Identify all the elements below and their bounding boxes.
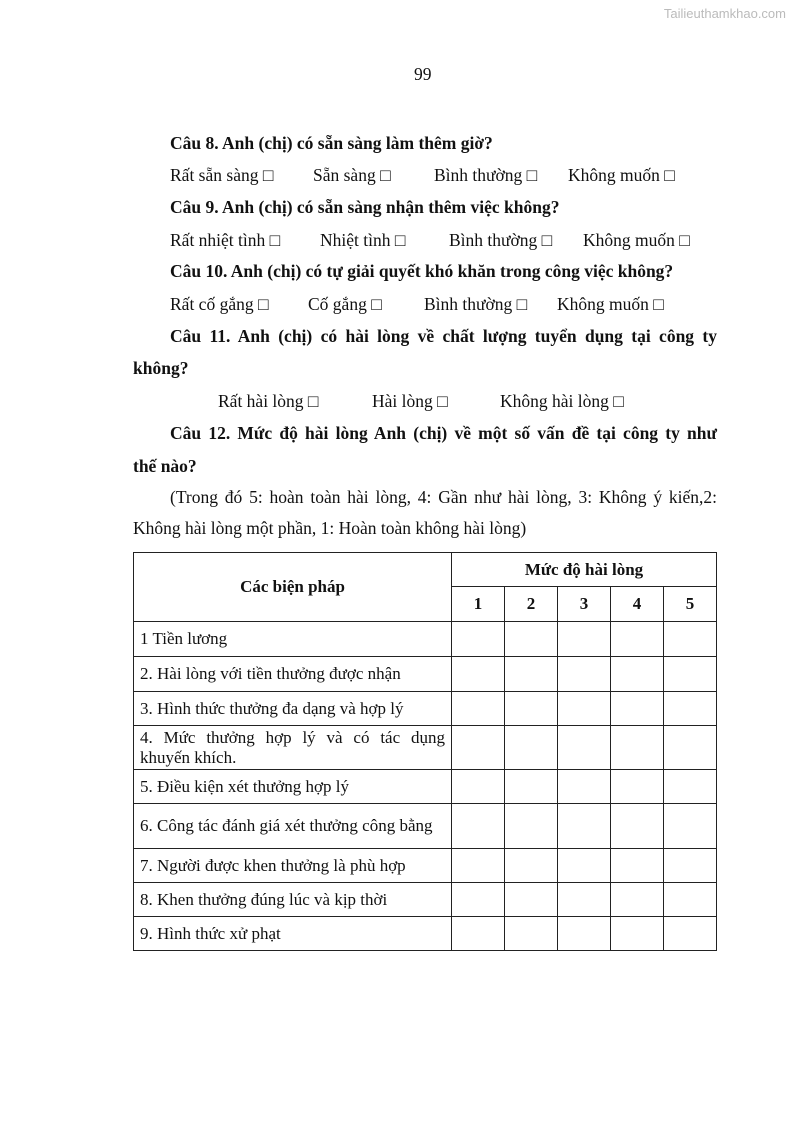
rating-cell[interactable]	[504, 622, 557, 657]
question-12: Câu 12. Mức độ hài lòng Anh (chị) về một số vấn đề tại công ty như	[170, 423, 717, 443]
q8-option[interactable]: Rất sẵn sàng □	[170, 165, 274, 185]
rating-cell[interactable]	[610, 804, 663, 849]
table-row	[134, 726, 717, 770]
rating-cell[interactable]	[663, 726, 716, 770]
level-header: 4	[610, 587, 663, 622]
rating-cell[interactable]	[610, 883, 663, 917]
rating-cell[interactable]	[504, 917, 557, 951]
rating-cell[interactable]	[557, 657, 610, 692]
q8-option[interactable]: Bình thường □	[434, 165, 538, 185]
rating-cell[interactable]	[504, 770, 557, 804]
rating-cell[interactable]	[610, 917, 663, 951]
rating-cell[interactable]	[452, 883, 505, 917]
level-header: 2	[504, 587, 557, 622]
rating-cell[interactable]	[504, 849, 557, 883]
col-header-measures: Các biện pháp	[134, 553, 452, 622]
question-8: Câu 8. Anh (chị) có sẵn sàng làm thêm giờ?	[170, 133, 493, 153]
rating-cell[interactable]	[557, 726, 610, 770]
rating-cell[interactable]	[557, 770, 610, 804]
rating-cell[interactable]	[663, 622, 716, 657]
rating-cell[interactable]	[452, 692, 505, 726]
table-row	[134, 622, 717, 657]
rating-cell[interactable]	[504, 726, 557, 770]
rating-cell[interactable]	[663, 804, 716, 849]
scale-note-cont: Không hài lòng một phần, 1: Hoàn toàn không hài lòng)	[133, 518, 527, 538]
q8-option[interactable]: Không muốn □	[568, 165, 675, 185]
rating-cell[interactable]	[663, 692, 716, 726]
col-header-satisfaction: Mức độ hài lòng	[452, 553, 717, 587]
table-row	[134, 770, 717, 804]
measure-label: 8. Khen thưởng đúng lúc và kịp thời	[134, 883, 452, 917]
rating-cell[interactable]	[452, 849, 505, 883]
q11-option[interactable]: Rất hài lòng □	[218, 391, 319, 411]
rating-cell[interactable]	[452, 917, 505, 951]
level-header: 3	[557, 587, 610, 622]
rating-cell[interactable]	[610, 770, 663, 804]
measure-label: 5. Điều kiện xét thưởng hợp lý	[134, 770, 452, 804]
question-9: Câu 9. Anh (chị) có sẵn sàng nhận thêm việc không?	[170, 197, 560, 217]
q9-option[interactable]: Rất nhiệt tình □	[170, 230, 281, 250]
rating-cell[interactable]	[452, 622, 505, 657]
q9-option[interactable]: Nhiệt tình □	[320, 230, 406, 250]
rating-cell[interactable]	[610, 622, 663, 657]
q8-option[interactable]: Sẵn sàng □	[313, 165, 391, 185]
satisfaction-table	[133, 552, 717, 951]
measure-label: 7. Người được khen thưởng là phù hợp	[134, 849, 452, 883]
q11-option[interactable]: Hài lòng □	[372, 391, 448, 411]
rating-cell[interactable]	[452, 770, 505, 804]
question-11-cont: không?	[133, 358, 189, 378]
rating-cell[interactable]	[452, 804, 505, 849]
level-header: 5	[663, 587, 716, 622]
rating-cell[interactable]	[504, 692, 557, 726]
measure-label: 6. Công tác đánh giá xét thưởng công bằng	[134, 804, 452, 849]
rating-cell[interactable]	[557, 692, 610, 726]
measure-label: 9. Hình thức xử phạt	[134, 917, 452, 951]
rating-cell[interactable]	[610, 726, 663, 770]
measure-label: 3. Hình thức thưởng đa dạng và hợp lý	[134, 692, 452, 726]
rating-cell[interactable]	[504, 883, 557, 917]
rating-cell[interactable]	[663, 883, 716, 917]
measure-label: 1 Tiền lương	[134, 622, 452, 657]
q10-option[interactable]: Cố gắng □	[308, 294, 382, 314]
level-header: 1	[452, 587, 505, 622]
measure-label: 4. Mức thưởng hợp lý và có tác dụng khuyến khích.	[134, 726, 452, 770]
question-10: Câu 10. Anh (chị) có tự giải quyết khó khăn trong công việc không?	[170, 261, 674, 281]
rating-cell[interactable]	[557, 917, 610, 951]
rating-cell[interactable]	[557, 622, 610, 657]
table-row	[134, 657, 717, 692]
rating-cell[interactable]	[610, 692, 663, 726]
page-number: 99	[414, 64, 432, 84]
table-row	[134, 692, 717, 726]
q10-option[interactable]: Không muốn □	[557, 294, 664, 314]
rating-cell[interactable]	[663, 849, 716, 883]
rating-cell[interactable]	[663, 917, 716, 951]
rating-cell[interactable]	[663, 770, 716, 804]
rating-cell[interactable]	[452, 657, 505, 692]
rating-cell[interactable]	[663, 657, 716, 692]
q9-option[interactable]: Không muốn □	[583, 230, 690, 250]
rating-cell[interactable]	[557, 804, 610, 849]
table-row	[134, 804, 717, 849]
q10-option[interactable]: Rất cố gắng □	[170, 294, 269, 314]
watermark: Tailieuthamkhao.com	[663, 6, 786, 21]
rating-cell[interactable]	[557, 849, 610, 883]
table-row	[134, 883, 717, 917]
scale-note: (Trong đó 5: hoàn toàn hài lòng, 4: Gần như hài lòng, 3: Không ý kiến,2:	[170, 487, 717, 507]
rating-cell[interactable]	[610, 657, 663, 692]
measure-label: 2. Hài lòng với tiền thưởng được nhận	[134, 657, 452, 692]
q11-option[interactable]: Không hài lòng □	[500, 391, 624, 411]
rating-cell[interactable]	[504, 804, 557, 849]
table-row	[134, 849, 717, 883]
rating-cell[interactable]	[557, 883, 610, 917]
table-row	[134, 917, 717, 951]
question-11: Câu 11. Anh (chị) có hài lòng về chất lượng tuyển dụng tại công ty	[170, 326, 717, 346]
rating-cell[interactable]	[504, 657, 557, 692]
rating-cell[interactable]	[610, 849, 663, 883]
rating-cell[interactable]	[452, 726, 505, 770]
question-12-cont: thế nào?	[133, 456, 197, 476]
q9-option[interactable]: Bình thường □	[449, 230, 553, 250]
q10-option[interactable]: Bình thường □	[424, 294, 528, 314]
